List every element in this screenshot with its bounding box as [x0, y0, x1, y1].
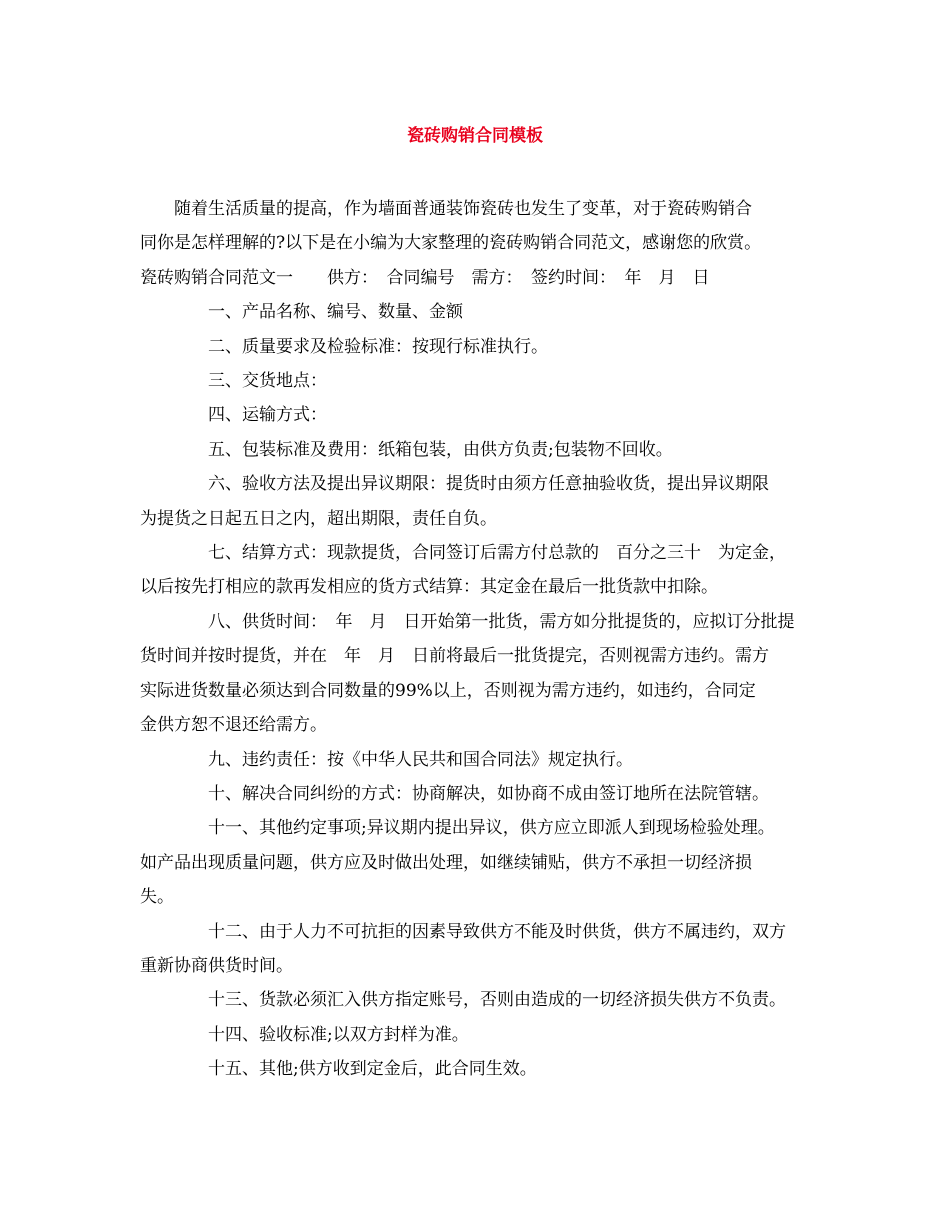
clause-text: 重新协商供货时间。: [140, 955, 293, 976]
clause-text: 产品名称、编号、数量、金额: [242, 302, 463, 323]
clause-text: 质量要求及检验标准：按现行标准执行。: [242, 336, 548, 357]
clause-paragraph: [140, 536, 812, 570]
clause-text: 验收标准;以双方封样为准。: [259, 1024, 469, 1045]
clause-number: 三、: [208, 371, 242, 392]
intro-line: 同你是怎样理解的?以下是在小编为大家整理的瓷砖购销合同范文，感谢您的欣赏。: [140, 233, 762, 254]
clause-paragraph: [140, 811, 812, 845]
clause-paragraph: [140, 398, 812, 432]
clause-paragraph: [140, 1018, 812, 1052]
clause-text: 失。: [140, 887, 174, 908]
clause-paragraph: [140, 777, 812, 811]
intro-paragraph: [140, 192, 812, 226]
clause-continuation: [140, 846, 812, 880]
clause-text: 解决合同纠纷的方式：协商解决，如协商不成由签订地所在法院管辖。: [242, 783, 769, 804]
clause-continuation: [140, 674, 812, 708]
clause-continuation: [140, 949, 812, 983]
clause-paragraph: [140, 743, 812, 777]
clause-continuation: [140, 570, 812, 604]
contract-header-line: 瓷砖购销合同范文一 供方： 合同编号 需方： 签约时间： 年 月 日: [140, 267, 710, 288]
clause-paragraph: [140, 433, 812, 467]
clause-paragraph: [140, 1052, 812, 1086]
clause-number: 七、: [208, 543, 242, 564]
clause-continuation: [140, 708, 812, 742]
clause-continuation: [140, 639, 812, 673]
clause-number: 八、: [208, 611, 242, 632]
clause-text: 包装标准及费用：纸箱包装，由供方负责;包装物不回收。: [242, 439, 673, 460]
clause-text: 违约责任：按《中华人民共和国合同法》规定执行。: [242, 749, 633, 770]
clause-text: 其他;供方收到定金后，此合同生效。: [259, 1059, 537, 1080]
clause-continuation: [140, 502, 812, 536]
clause-text: 运输方式：: [242, 405, 327, 426]
clause-number: 二、: [208, 336, 242, 357]
clause-text: 如产品出现质量问题，供方应及时做出处理，如继续铺贴，供方不承担一切经济损: [140, 852, 752, 873]
clause-text: 以后按先打相应的款再发相应的货方式结算：其定金在最后一批货款中扣除。: [140, 577, 718, 598]
clause-paragraph: [140, 983, 812, 1017]
clause-text: 供货时间： 年 月 日开始第一批货，需方如分批提货的，应拟订分批提: [242, 611, 795, 632]
clause-paragraph: [140, 364, 812, 398]
clause-text: 实际进货数量必须达到合同数量的99%以上，否则视为需方违约，如违约，合同定: [140, 680, 756, 701]
document-title: 瓷砖购销合同模板: [407, 126, 543, 146]
clause-number: 十四、: [208, 1024, 259, 1045]
clause-list: [140, 295, 812, 1086]
clause-number: 九、: [208, 749, 242, 770]
clause-paragraph: [140, 330, 812, 364]
clause-continuation: [140, 880, 812, 914]
clause-text: 交货地点：: [242, 371, 327, 392]
clause-text: 为提货之日起五日之内，超出期限，责任自负。: [140, 508, 497, 529]
clause-number: 十五、: [208, 1059, 259, 1080]
document-body: [140, 192, 812, 1087]
clause-text: 由于人力不可抗拒的因素导致供方不能及时供货，供方不属违约，双方: [259, 921, 786, 942]
clause-number: 四、: [208, 405, 242, 426]
clause-paragraph: [140, 915, 812, 949]
clause-number: 五、: [208, 439, 242, 460]
clause-text: 货时间并按时提货，并在 年 月 日前将最后一批货提完，否则视需方违约。需方: [140, 646, 769, 667]
intro-paragraph-continued: [140, 226, 812, 295]
clause-number: 六、: [208, 474, 242, 495]
clause-number: 十二、: [208, 921, 259, 942]
clause-number: 十三、: [208, 990, 259, 1011]
clause-text: 结算方式：现款提货，合同签订后需方付总款的 百分之三十 为定金，: [242, 543, 786, 564]
clause-number: 十一、: [208, 818, 259, 839]
clause-number: 一、: [208, 302, 242, 323]
clause-text: 验收方法及提出异议期限：提货时由须方任意抽验收货，提出异议期限: [242, 474, 769, 495]
clause-number: 十、: [208, 783, 242, 804]
clause-text: 货款必须汇入供方指定账号，否则由造成的一切经济损失供方不负责。: [259, 990, 786, 1011]
clause-paragraph: [140, 605, 812, 639]
clause-paragraph: [140, 295, 812, 329]
clause-text: 其他约定事项;异议期内提出异议，供方应立即派人到现场检验处理。: [259, 818, 775, 839]
clause-text: 金供方恕不退还给需方。: [140, 715, 327, 736]
clause-paragraph: [140, 467, 812, 501]
intro-line: 随着生活质量的提高，作为墙面普通装饰瓷砖也发生了变革，对于瓷砖购销合: [174, 199, 752, 219]
